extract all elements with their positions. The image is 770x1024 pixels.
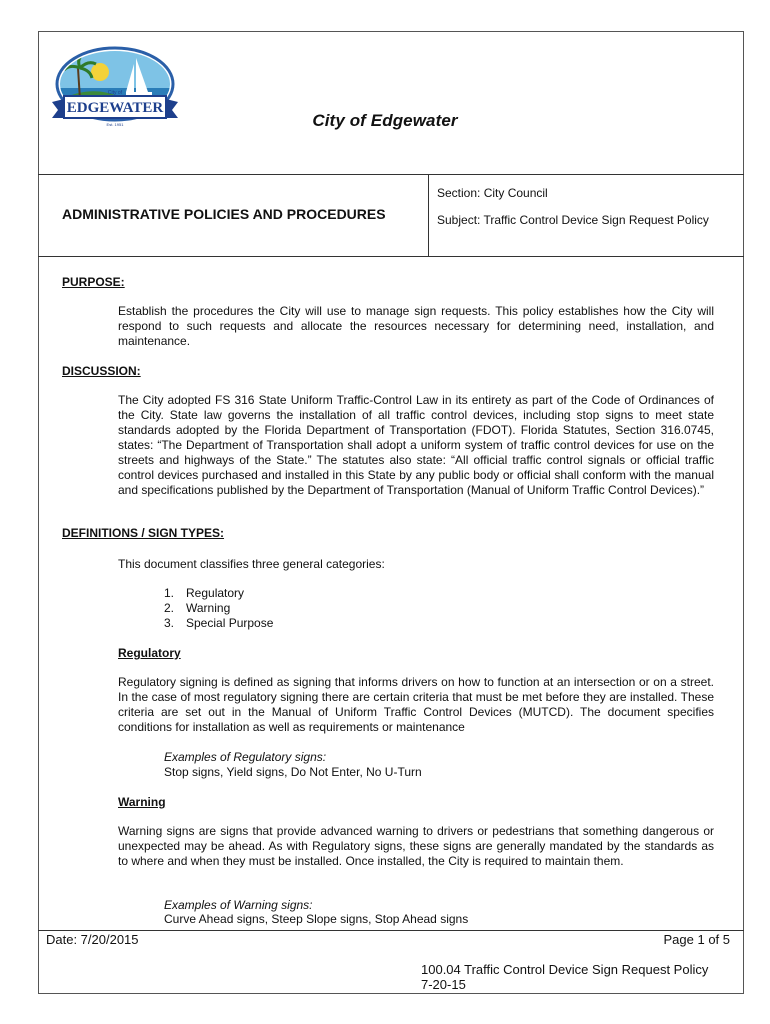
logo-est: Est. 1951	[106, 122, 124, 127]
list-item: 1. Regulatory	[164, 586, 245, 600]
city-title: City of Edgewater	[312, 111, 458, 130]
logo-city-small: City of	[107, 90, 123, 96]
regulatory-examples: Stop signs, Yield signs, Do Not Enter, No U-Turn	[164, 765, 422, 779]
purpose-text: Establish the procedures the City will use to manage sign requests. This policy establishes how the City will respond to such requests and allocate the resources necessary for determining need, installation, and maintenance.	[118, 304, 714, 348]
discussion-heading: DISCUSSION:	[62, 364, 141, 378]
list-item: 3. Special Purpose	[164, 616, 274, 630]
footer-doc-title: 100.04 Traffic Control Device Sign Request Policy	[421, 962, 709, 977]
regulatory-heading: Regulatory	[118, 646, 181, 660]
footer-document-id	[421, 962, 708, 992]
page-number: Page 1 of 5	[663, 932, 730, 947]
regulatory-examples-label: Examples of Regulatory signs:	[164, 750, 327, 764]
header-divider-top	[38, 174, 744, 175]
warning-heading: Warning	[118, 795, 166, 809]
footer-divider	[38, 930, 744, 931]
subject-label: Subject: Traffic Control Device Sign Request Policy	[437, 213, 709, 227]
section-label: Section: City Council	[437, 186, 548, 200]
category-list	[164, 586, 273, 631]
footer-date: Date: 7/20/2015	[46, 932, 139, 947]
warning-examples-label: Examples of Warning signs:	[164, 898, 313, 912]
header-column-divider	[428, 174, 429, 256]
logo-banner-text: EDGEWATER	[66, 100, 164, 116]
discussion-text: The City adopted FS 316 State Uniform Traffic-Control Law in its entirety as part of the Code of Ordinances of the City. State law governs the installation of all traffic control devices, including stop signs to meet state standards adopted by the Florida Department of Transportation (FDOT). Florida Statutes, Section 316.0745, states: “The Department of Transportation shall adopt a uniform system of traffic control devices for use on the streets and highways of the State.” The statutes also state: “All official traffic control signals or official traffic control devices purchased and installed in this State by any public body or official shall conform with the manual and specifications published by the Department of Transportation (Manual of Uniform Traffic Control Devices).”	[118, 393, 714, 497]
purpose-heading: PURPOSE:	[62, 275, 125, 289]
regulatory-text: Regulatory signing is defined as signing that informs drivers on how to function at an intersection or on a street. In the case of most regulatory signing there are certain criteria that must be met before they are installed. These criteria are set out in the Manual of Uniform Traffic Control Devices (MUTCD). The document specifies conditions for installation as well as requirements or maintenance	[118, 675, 714, 734]
admin-policies-title: ADMINISTRATIVE POLICIES AND PROCEDURES	[62, 206, 386, 222]
header-divider-bottom	[38, 256, 744, 257]
warning-text: Warning signs are signs that provide advanced warning to drivers or pedestrians that something dangerous or unexpected may be ahead. As with Regulatory signs, these signs are generally mandated by the standards as to where and when they must be installed. Once installed, the City is required to maintain them.	[118, 824, 714, 868]
definitions-heading: DEFINITIONS / SIGN TYPES:	[62, 526, 225, 540]
warning-examples: Curve Ahead signs, Steep Slope signs, Stop Ahead signs	[164, 912, 469, 926]
footer-doc-date: 7-20-15	[421, 977, 466, 992]
definitions-intro: This document classifies three general categories:	[118, 557, 385, 571]
list-item: 2. Warning	[164, 601, 231, 615]
